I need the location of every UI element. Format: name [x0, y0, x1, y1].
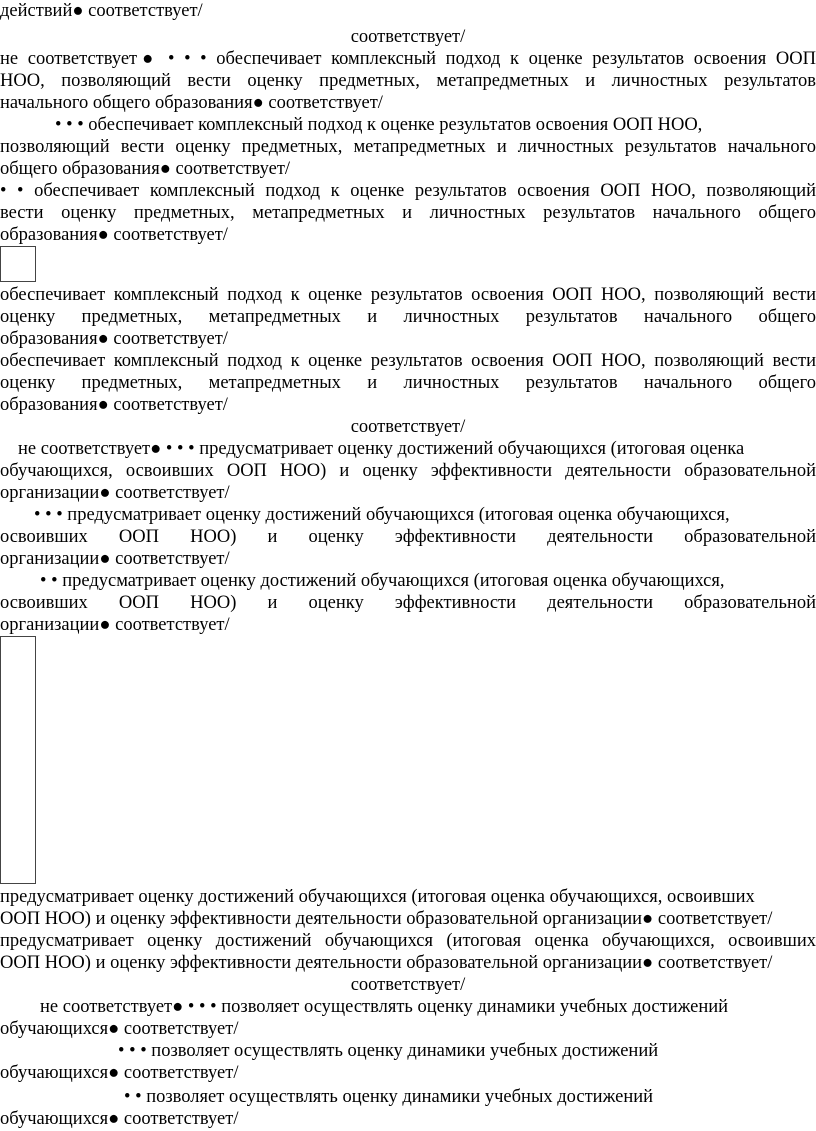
empty-frame	[0, 636, 36, 884]
text-line: оценку предметных, метапредметных и личностных результатов начального общего	[0, 373, 816, 393]
text-line: организации● соответствует/	[0, 549, 230, 569]
text-line: • • • обеспечивает комплексный подход к оценке результатов освоения ООП НОО,	[55, 115, 703, 135]
text-line: не соответствует● • • • предусматривает оценку достижений обучающихся (итоговая оценка	[18, 439, 745, 459]
text-line: • • обеспечивает комплексный подход к оценке результатов освоения ООП НОО, позволяющий	[0, 181, 816, 201]
text-line: оценку предметных, метапредметных и личностных результатов начального общего	[0, 307, 816, 327]
text-line: • • • предусматривает оценку достижений обучающихся (итоговая оценка обучающихся,	[34, 505, 730, 525]
text-line: • • предусматривает оценку достижений обучающихся (итоговая оценка обучающихся,	[40, 571, 725, 591]
text-line: организации● соответствует/	[0, 483, 230, 503]
text-line: предусматривает оценку достижений обучающихся (итоговая оценка обучающихся, освоивших	[0, 931, 816, 951]
text-line: соответствует/	[350, 975, 466, 995]
text-line: обеспечивает комплексный подход к оценке результатов освоения ООП НОО, позволяющий вести	[0, 285, 816, 305]
text-line: обучающихся● соответствует/	[0, 1019, 239, 1039]
text-line: соответствует/	[350, 417, 466, 437]
text-line: образования● соответствует/	[0, 225, 228, 245]
text-line: соответствует/	[350, 27, 466, 47]
text-line: позволяющий вести оценку предметных, метапредметных и личностных результатов начального	[0, 137, 816, 157]
text-line: ООП НОО) и оценку эффективности деятельности образовательной организации● соответствует/	[0, 953, 773, 973]
text-line: не соответствует● • • • позволяет осуществлять оценку динамики учебных достижений	[40, 997, 729, 1017]
text-line: вести оценку предметных, метапредметных и личностных результатов начального общего	[0, 203, 816, 223]
text-line: обучающихся, освоивших ООП НОО) и оценку эффективности деятельности образовательной	[0, 461, 816, 481]
text-line: освоивших ООП НОО) и оценку эффективности деятельности образовательной	[0, 593, 816, 613]
text-line: действий● соответствует/	[0, 1, 203, 21]
text-line: образования● соответствует/	[0, 329, 228, 349]
text-line: • • • позволяет осуществлять оценку динамики учебных достижений	[118, 1041, 659, 1061]
text-line: обеспечивает комплексный подход к оценке результатов освоения ООП НОО, позволяющий вести	[0, 351, 816, 371]
text-line: обучающихся● соответствует/	[0, 1109, 239, 1129]
text-line: освоивших ООП НОО) и оценку эффективности деятельности образовательной	[0, 527, 816, 547]
text-line: образования● соответствует/	[0, 395, 228, 415]
text-line: ООП НОО) и оценку эффективности деятельности образовательной организации● соответствует/	[0, 909, 773, 929]
text-line: общего образования● соответствует/	[0, 159, 291, 179]
text-line: начального общего образования● соответствует/	[0, 93, 383, 113]
text-line: организации● соответствует/	[0, 615, 230, 635]
text-line: обучающихся● соответствует/	[0, 1063, 239, 1083]
text-line: НОО, позволяющий вести оценку предметных, метапредметных и личностных результатов	[0, 71, 816, 91]
text-line: • • позволяет осуществлять оценку динамики учебных достижений	[124, 1087, 654, 1107]
text-line: предусматривает оценку достижений обучающихся (итоговая оценка обучающихся, освоивших	[0, 887, 755, 907]
text-line: не соответствует● • • • обеспечивает комплексный подход к оценке результатов освоения ООП	[0, 49, 816, 69]
empty-frame	[0, 246, 36, 282]
